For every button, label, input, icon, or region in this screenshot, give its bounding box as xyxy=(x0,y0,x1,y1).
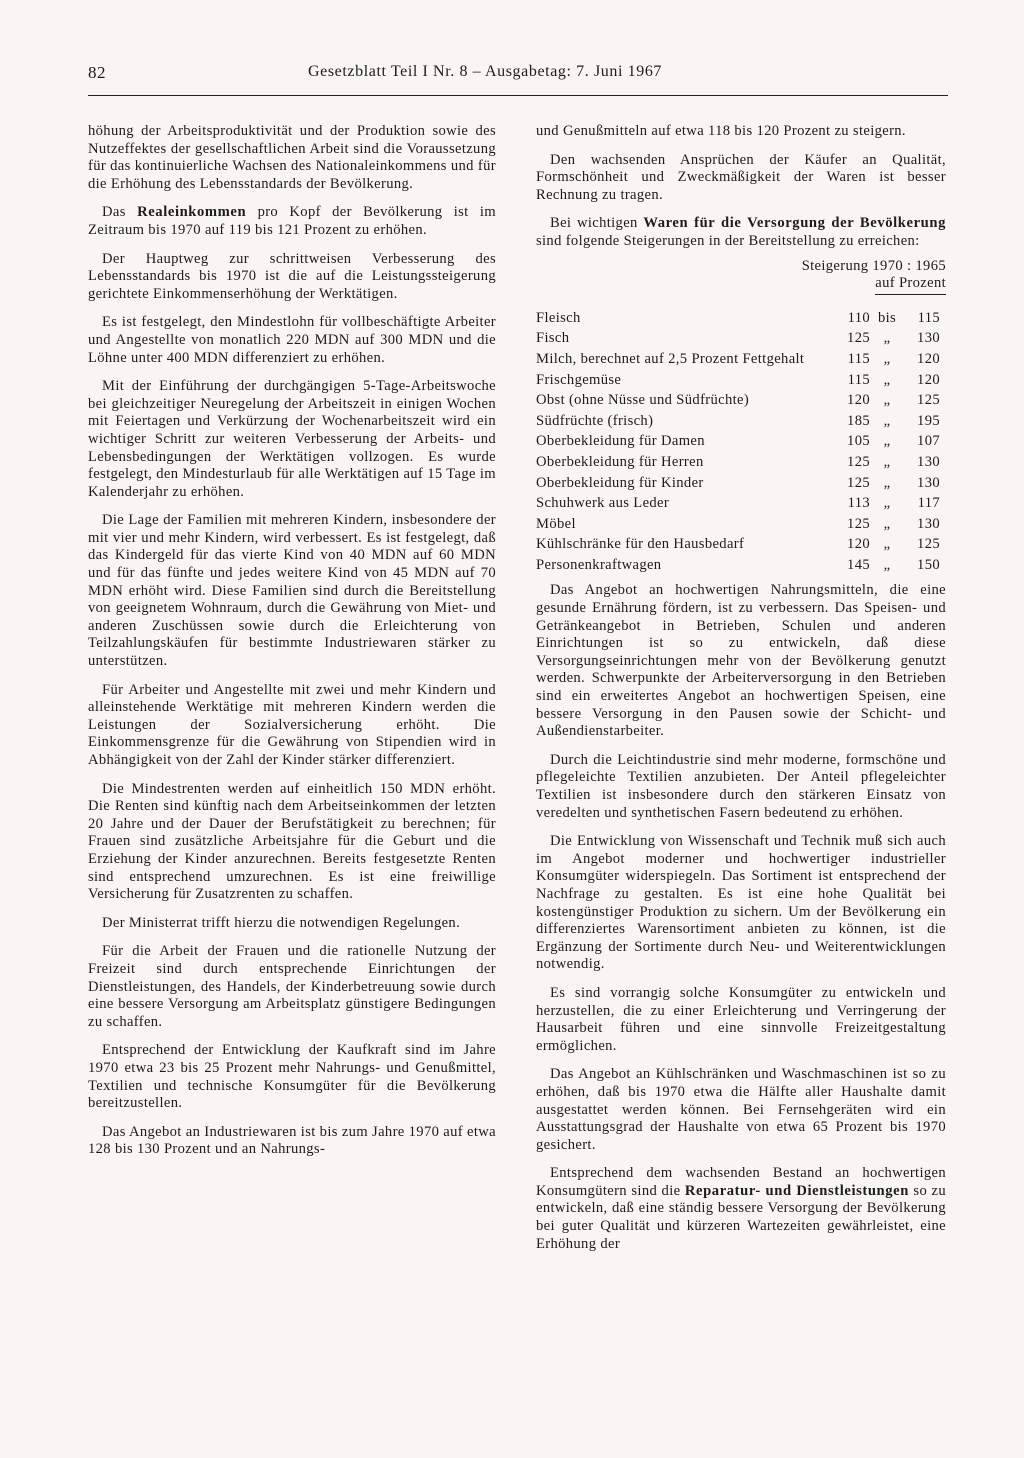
table-cell-item: Milch, berechnet auf 2,5 Prozent Fettgehalt xyxy=(536,350,805,367)
table-cell-from: 125 xyxy=(847,453,870,470)
table-cell-item: Kühlschränke für den Hausbedarf xyxy=(536,536,745,553)
paragraph: höhung der Arbeitsproduktivität und der Produktion sowie des Nutzeffektes der gesellschaftlichen Arbeit sind die Voraussetzung für das kontinuierliche Wachsen des Nationaleinkommens und für die Erhöhung des Lebensstandards der Bevölkerung. xyxy=(88,123,496,192)
table-row xyxy=(536,472,946,493)
table-row xyxy=(536,369,946,390)
table-cell-item: Oberbekleidung für Herren xyxy=(536,453,704,470)
left-column xyxy=(88,123,496,1170)
header-rule xyxy=(88,95,948,96)
text-span: Entsprechend dem wachsenden Bestand an hochwertigen Konsumgütern sind die xyxy=(536,1165,946,1199)
paragraph: Es ist festgelegt, den Mindestlohn für vollbeschäftigte Arbeiter und Angestellte von monatlich 220 MDN auf 300 MDN und die Löhne unter 400 MDN differenziert zu erhöhen. xyxy=(88,314,496,366)
table-row xyxy=(536,327,946,348)
table-cell-separator: „ xyxy=(883,495,891,512)
gazette-header-title: Gesetzblatt Teil I Nr. 8 – Ausgabetag: 7. Juni 1967 xyxy=(308,63,663,80)
paragraph: Der Ministerrat trifft hierzu die notwendigen Regelungen. xyxy=(102,914,461,931)
table-cell-to: 115 xyxy=(917,309,940,326)
paragraph: Für die Arbeit der Frauen und die rationelle Nutzung der Freizeit sind durch entsprechende Einrichtungen der Dienstleistungen, des Handels, der Kinderbetreuung sowie durch eine bessere Versorgung am Arbeitsplatz günstigere Bedingungen zu schaffen. xyxy=(88,943,496,1030)
paragraph: Das Angebot an hochwertigen Nahrungsmitteln, die eine gesunde Ernährung fördern, ist zu verbessern. Das Speisen- und Getränkeangebot in Betrieben, Schulen und anderen Einrichtungen ist so zu entwickeln, daß diese Versorgungseinrichtungen mehr von der Bevölkerung genutzt werden. Schwerpunkte der Arbeiterversorgung in den Betrieben sind ein erweitertes Angebot an hochwertigen Speisen, eine bessere Versorgung in den Pausen sowie der Schicht- und Außendienstarbeiter. xyxy=(536,582,946,740)
table-cell-separator: „ xyxy=(883,474,891,491)
table-cell-to: 150 xyxy=(917,556,940,573)
table-cell-to: 130 xyxy=(917,515,940,532)
paragraph: Das Angebot an Industriewaren ist bis zum Jahre 1970 auf etwa 128 bis 130 Prozent und an Nahrungs- xyxy=(88,1123,496,1158)
table-cell-item: Oberbekleidung für Damen xyxy=(536,433,705,450)
table-cell-to: 130 xyxy=(917,474,940,491)
table-row xyxy=(536,554,946,575)
paragraph-waren xyxy=(536,215,946,250)
table-row xyxy=(536,513,946,534)
table-cell-separator: „ xyxy=(883,536,891,553)
table-row xyxy=(536,348,946,369)
paragraph: Die Entwicklung von Wissenschaft und Technik muß sich auch im Angebot moderner und hochwertiger industrieller Konsumgüter widerspiegeln. Das Sortiment ist entsprechend der Nachfrage zu gestalten. Es ist eine hohe Qualität bei kostengünstiger Produktion zu sichern. Um der Bevölkerung ein differenziertes Warensortiment anbieten zu können, ist die Ergänzung der Sortimente durch Neu- und Weiterentwicklungen notwendig. xyxy=(536,833,946,973)
table-cell-item: Fleisch xyxy=(536,309,581,326)
table-cell-item: Möbel xyxy=(536,515,576,532)
paragraph-reparatur xyxy=(536,1165,946,1253)
table-cell-from: 125 xyxy=(847,515,870,532)
paragraph: Für Arbeiter und Angestellte mit zwei und mehr Kindern und alleinstehende Werktätige mit mehreren Kindern werden die Leistungen der Sozialversicherung erhöht. Die Einkommensgrenze für die Gewährung von Stipendien wird in Abhängigkeit von der Zahl der Kinder stärker differenziert. xyxy=(88,681,496,768)
table-cell-from: 125 xyxy=(847,474,870,491)
paragraph-realeinkommen xyxy=(88,204,496,239)
paragraph: Die Lage der Familien mit mehreren Kindern, insbesondere der mit vier und mehr Kindern, wird verbessert. Es ist festgelegt, daß das Kindergeld für das vierte Kind von 40 MDN auf 60 MDN und für das fünfte und jedes weitere Kind von 45 MDN auf 70 MDN erhöht wird. Diese Familien sind durch die Bereitstellung von geeignetem Wohnraum, durch die Gewährung von Miet- und anderen Zuschüssen sowie durch die Erleichterung von Teilzahlungskäufen für bestimmte Industriewaren stärker zu unterstützen. xyxy=(88,512,496,670)
table-cell-to: 195 xyxy=(917,412,940,429)
paragraph: Mit der Einführung der durchgängigen 5-Tage-Arbeitswoche bei gleichzeitiger Neuregelung der Arbeitszeit in einigen Wochen mit Feiertagen und Verkürzung der Wochenarbeitszeit wird ein wichtiger Schritt zur weiteren Verbesserung der Arbeits- und Lebensbedingungen der Werktätigen vollzogen. Es wurde festgelegt, den Mindesturlaub für alle Werktätigen auf 15 Tage im Kalenderjahr zu erhöhen. xyxy=(88,378,496,500)
text-span: sind folgende Steigerungen in der Bereitstellung zu erreichen: xyxy=(536,232,920,249)
paragraph: Die Mindestrenten werden auf einheitlich 150 MDN erhöht. Die Renten sind künftig nach dem Arbeitseinkommen der letzten 20 Jahre und der Dauer der Berufstätigkeit zu berechnen; für Frauen sind zusätzliche Arbeitsjahre für die Geburt und die Erziehung der Kinder anzurechnen. Bereits festgesetzte Renten sind entsprechend umzurechnen. Es ist eine freiwillige Versicherung für Zusatzrenten zu schaffen. xyxy=(88,780,496,903)
table-cell-item: Oberbekleidung für Kinder xyxy=(536,474,704,491)
table-row xyxy=(536,389,946,410)
paragraph: und Genußmitteln auf etwa 118 bis 120 Prozent zu steigern. xyxy=(536,123,906,139)
table-cell-from: 185 xyxy=(847,412,870,429)
table-cell-separator: „ xyxy=(883,350,891,367)
table-cell-item: Frischgemüse xyxy=(536,371,622,388)
text-span: so zu entwickeln, daß eine ständig bessere Versorgung der Bevölkerung bei guter Qualität und kürzeren Wartezeiten gewährleistet, eine Erhöhung der xyxy=(536,1182,946,1252)
table-cell-to: 130 xyxy=(917,330,940,347)
table-cell-item: Obst (ohne Nüsse und Südfrüchte) xyxy=(536,392,750,409)
table-cell-from: 120 xyxy=(847,536,870,553)
table-cell-item: Südfrüchte (frisch) xyxy=(536,412,654,429)
table-row xyxy=(536,492,946,513)
table-row xyxy=(536,533,946,554)
goods-increase-table xyxy=(536,307,946,575)
page-number: 82 xyxy=(88,63,106,82)
text-span: Das xyxy=(102,204,138,221)
right-column xyxy=(536,123,946,1264)
table-cell-from: 120 xyxy=(847,392,870,409)
table-cell-from: 115 xyxy=(847,371,870,388)
paragraph: Das Angebot an Kühlschränken und Waschmaschinen ist so zu erhöhen, daß bis 1970 etwa die Hälfte aller Haushalte damit ausgestattet werden können. Bei Fernsehgeräten wird ein Ausstattungsgrad der Haushalte von etwa 65 Prozent bis 1970 gesichert. xyxy=(536,1066,946,1153)
table-cell-to: 125 xyxy=(917,536,940,553)
paragraph: Entsprechend der Entwicklung der Kaufkraft sind im Jahre 1970 etwa 23 bis 25 Prozent mehr Nahrungs- und Genußmittel, Textilien und technische Konsumgüter für die Bevölkerung bereitzustellen. xyxy=(88,1042,496,1112)
table-cell-from: 125 xyxy=(847,330,870,347)
paragraph: Den wachsenden Ansprüchen der Käufer an Qualität, Formschönheit und Zweckmäßigkeit der Waren ist besser Rechnung zu tragen. xyxy=(536,151,946,203)
table-cell-from: 145 xyxy=(847,556,870,573)
table-cell-separator: „ xyxy=(883,515,891,532)
text-span: pro Kopf der Bevölkerung ist im Zeitraum bis 1970 auf 119 bis 121 Prozent zu erhöhen. xyxy=(88,204,497,238)
table-row xyxy=(536,307,946,328)
table-cell-to: 130 xyxy=(917,453,940,470)
table-row xyxy=(536,410,946,431)
table-cell-separator: „ xyxy=(883,433,891,450)
table-cell-separator: „ xyxy=(883,453,891,470)
text-span: Bei wichtigen xyxy=(550,215,644,232)
table-cell-item: Personenkraftwagen xyxy=(536,556,662,573)
table-cell-separator: „ xyxy=(883,392,891,409)
paragraph: Es sind vorrangig solche Konsumgüter zu entwickeln und herzustellen, die zu einer Erleichterung und Verringerung der Hausarbeit führen und eine sinnvolle Freizeitgestaltung ermöglichen. xyxy=(536,984,946,1054)
table-cell-from: 113 xyxy=(847,495,870,512)
table-row xyxy=(536,430,946,451)
table-cell-from: 105 xyxy=(847,433,870,450)
page-header xyxy=(88,63,948,87)
table-header-line: Steigerung 1970 : 1965 xyxy=(801,257,946,274)
table-cell-item: Fisch xyxy=(536,330,570,347)
bold-term: Waren für die Versorgung der Bevölkerung xyxy=(643,215,946,232)
table-cell-to: 125 xyxy=(917,392,940,409)
table-cell-separator: „ xyxy=(883,556,891,573)
table-cell-from: 115 xyxy=(847,350,870,367)
paragraph: Der Hauptweg zur schrittweisen Verbesserung des Lebensstandards bis 1970 ist die auf die Leistungssteigerung gerichtete Einkommenserhöhung der Werktätigen. xyxy=(88,250,496,302)
table-cell-separator: „ xyxy=(883,330,891,347)
table-cell-to: 120 xyxy=(917,371,940,388)
table-header xyxy=(536,258,946,295)
paragraph: Durch die Leichtindustrie sind mehr moderne, formschöne und pflegeleichte Textilien anzubieten. Der Anteil pflegeleichter Textilien ist insbesondere durch den stärkeren Einsatz von veredelten und synthetischen Fasern bedeutend zu erhöhen. xyxy=(536,751,946,821)
table-row xyxy=(536,451,946,472)
table-cell-separator: „ xyxy=(883,412,891,429)
table-cell-separator: „ xyxy=(883,371,891,388)
bold-term: Realeinkommen xyxy=(137,204,247,221)
table-cell-item: Schuhwerk aus Leder xyxy=(536,495,670,512)
table-cell-to: 117 xyxy=(917,495,940,512)
table-header-unit: auf Prozent xyxy=(875,275,946,295)
table-cell-from: 110 xyxy=(847,309,870,326)
table-cell-to: 107 xyxy=(917,433,940,450)
bold-term: Reparatur- und Dienstleistungen xyxy=(684,1182,909,1199)
table-cell-separator: bis xyxy=(877,309,897,326)
table-cell-to: 120 xyxy=(917,350,940,367)
